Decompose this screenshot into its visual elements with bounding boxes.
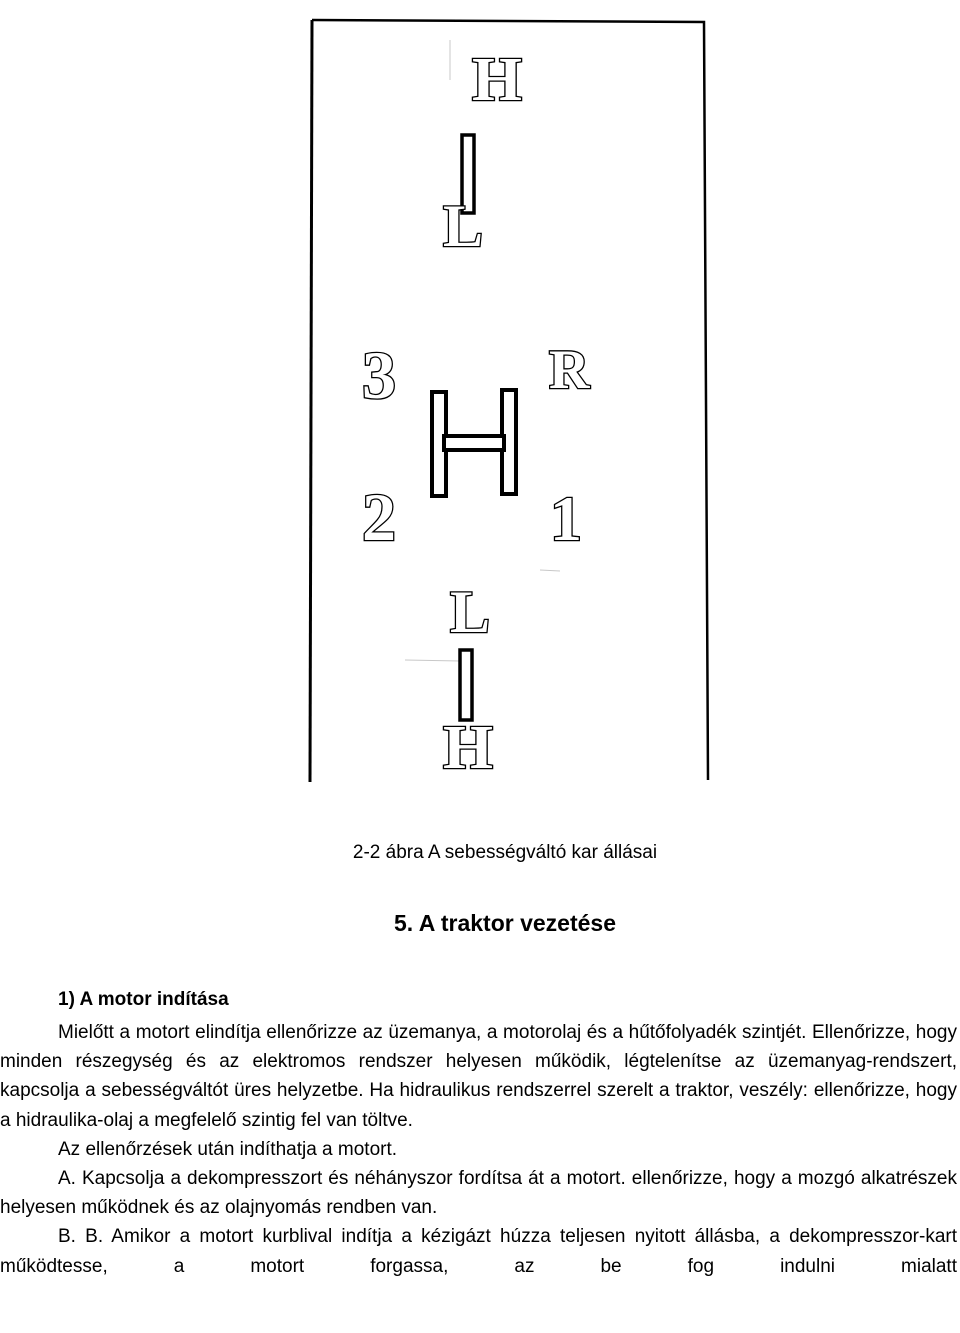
gear-shift-diagram-svg xyxy=(300,10,720,790)
section-title: 5. A traktor vezetése xyxy=(393,910,616,936)
shift-slot-bottom xyxy=(460,650,472,720)
gear-label-bottom-h: H xyxy=(443,714,493,782)
gear-label-bottom-l: L xyxy=(450,579,491,645)
gear-label-top-l: L xyxy=(443,193,484,259)
gear-label-top-h: H xyxy=(472,46,522,114)
paragraph-step-b: B. B. Amikor a motort kurblival indítja a kézigázt húzza teljesen nyitott állásba, a dekompresszor-kart működtesse, a motort forgassa, az be fog indulni mialatt xyxy=(0,1226,957,1277)
paragraph-step-a: A. Kapcsolja a dekompresszort és néhányszor fordítsa át a motort. ellenőrizze, hogy a mozgó alkatrészek helyesen működnek és az olajnyomás rendben van. xyxy=(0,1168,957,1219)
paragraph-checks: Mielőtt a motort elindítja ellenőrizze az üzemanya, a motorolaj és a hűtőfolyadék szintjét. Ellenőrizze, hogy minden részegység és az elektromos rendszer helyesen működik, légtelenítse az üzemanyag-rendszert, kapcsolja a sebességváltót üres helyzetbe. Ha hidraulikus rendszerrel szerelt a traktor, veszély: ellenőrizze, hogy a hidraulika-olaj a megfelelő szintig fel van töltve. xyxy=(0,1022,957,1131)
paragraph-start: Az ellenőrzések után indíthatja a motort. xyxy=(58,1138,398,1160)
gear-label-2: 2 xyxy=(362,479,396,555)
figure-caption: 2-2 ábra A sebességváltó kar állásai xyxy=(352,842,658,863)
h-gate-pattern xyxy=(432,390,516,496)
gear-shift-diagram xyxy=(300,10,720,790)
gear-label-3: 3 xyxy=(362,337,396,413)
scan-marks xyxy=(405,40,560,661)
gear-label-r: R xyxy=(549,339,590,401)
frame-left xyxy=(310,20,312,782)
body-text xyxy=(0,1018,957,1281)
subheading: 1) A motor indítása xyxy=(58,989,229,1010)
gear-label-1: 1 xyxy=(550,483,582,554)
